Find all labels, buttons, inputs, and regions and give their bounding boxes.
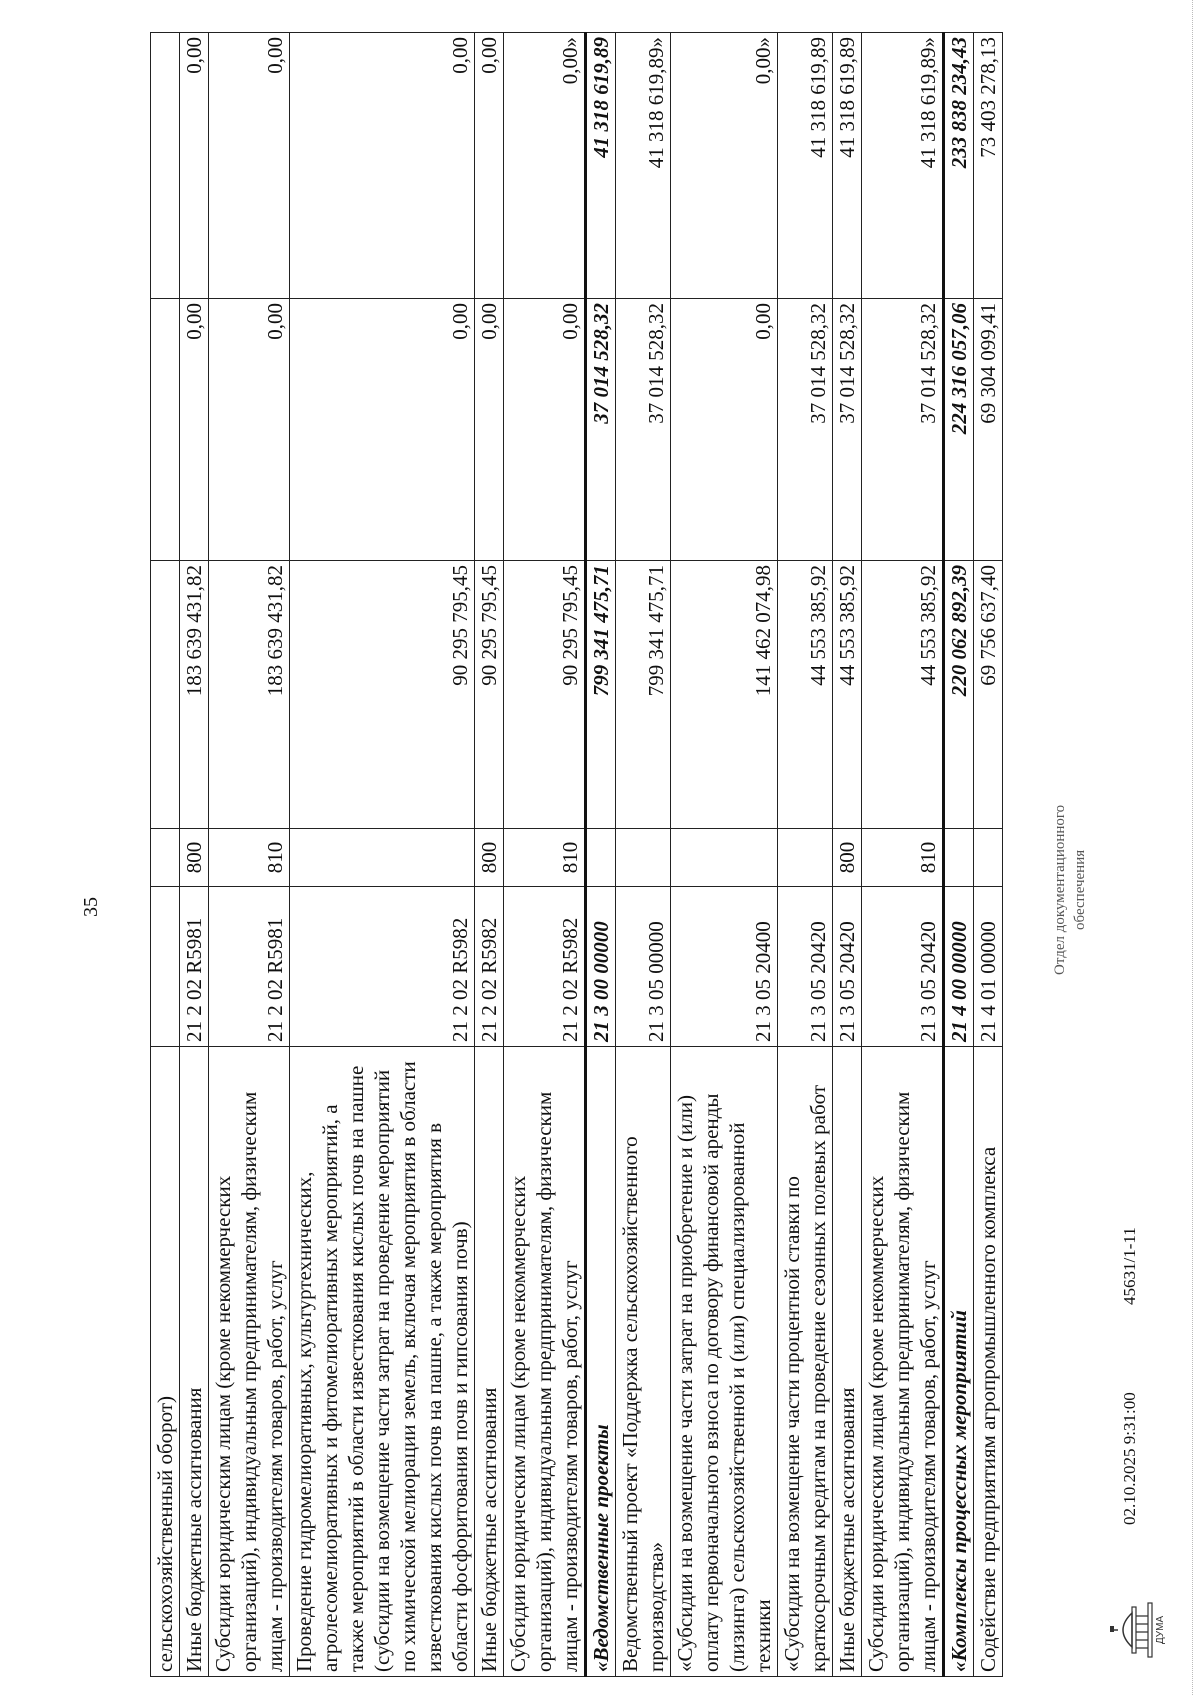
table-row [290, 33, 475, 1677]
cell-name: «Субсидии на возмещение части затрат на приобретение и (или) оплату первоначального взноса по договору финансовой аренды (лизинга) сельскохозяйственной и (или) специализированной техники [671, 1047, 778, 1677]
cell-v2: 69 304 099,41 [974, 299, 1003, 561]
cell-v2: 37 014 528,32 [862, 299, 944, 561]
cell-vr [151, 829, 180, 887]
cell-v1: 44 553 385,92 [778, 561, 833, 829]
department-stamp [1050, 805, 1090, 975]
cell-v3: 41 318 619,89 [778, 33, 833, 299]
budget-table [150, 32, 1003, 1677]
cell-v3: 73 403 278,13 [974, 33, 1003, 299]
cell-v2: 224 316 057,06 [944, 299, 974, 561]
cell-vr: 810 [504, 829, 586, 887]
cell-v2 [151, 299, 180, 561]
cell-name: Иные бюджетные ассигнования [475, 1047, 504, 1677]
cell-vr [671, 829, 778, 887]
cell-code: 21 3 05 20400 [671, 887, 778, 1047]
cell-name: «Комплексы процессных мероприятий [944, 1047, 974, 1677]
cell-code: 21 4 00 00000 [944, 887, 974, 1047]
cell-v1: 90 295 795,45 [504, 561, 586, 829]
cell-code: 21 2 02 R5982 [290, 887, 475, 1047]
cell-v2: 0,00 [290, 299, 475, 561]
cell-name: «Субсидии на возмещение части процентной ставки по краткосрочным кредитам на проведение сезонных полевых работ [778, 1047, 833, 1677]
table-row [833, 33, 862, 1677]
cell-v2: 0,00 [671, 299, 778, 561]
cell-name: Ведомственный проект «Поддержка сельскохозяйственного производства» [616, 1047, 671, 1677]
cell-code: 21 2 02 R5981 [180, 887, 209, 1047]
cell-v2: 0,00 [180, 299, 209, 561]
table-row [616, 33, 671, 1677]
cell-code: 21 3 05 20420 [862, 887, 944, 1047]
cell-code: 21 2 02 R5981 [209, 887, 290, 1047]
cell-vr: 810 [862, 829, 944, 887]
cell-name: Субсидии юридическим лицам (кроме некоммерческих организаций), индивидуальным предпринимателям, физическим лицам - производителям товаров, работ, услуг [209, 1047, 290, 1677]
table-body [151, 33, 1003, 1677]
cell-v3: 41 318 619,89» [862, 33, 944, 299]
cell-v2: 37 014 528,32 [778, 299, 833, 561]
cell-vr: 800 [475, 829, 504, 887]
table-row [475, 33, 504, 1677]
cell-vr [290, 829, 475, 887]
cell-vr [616, 829, 671, 887]
cell-name: Субсидии юридическим лицам (кроме некоммерческих организаций), индивидуальным предпринимателям, физическим лицам - производителям товаров, работ, услуг [862, 1047, 944, 1677]
table-row [180, 33, 209, 1677]
cell-v1: 141 462 074,98 [671, 561, 778, 829]
cell-code: 21 2 02 R5982 [504, 887, 586, 1047]
cell-vr: 800 [180, 829, 209, 887]
table-row [778, 33, 833, 1677]
duma-building-icon [1108, 1595, 1166, 1665]
cell-v1: 44 553 385,92 [833, 561, 862, 829]
cell-v3: 0,00 [209, 33, 290, 299]
cell-v2: 0,00 [504, 299, 586, 561]
cell-v2: 37 014 528,32 [833, 299, 862, 561]
cell-name: Субсидии юридическим лицам (кроме некоммерческих организаций), индивидуальным предпринимателям, физическим лицам - производителям товаров, работ, услуг [504, 1047, 586, 1677]
cell-code: 21 2 02 R5982 [475, 887, 504, 1047]
table-row [671, 33, 778, 1677]
cell-v3: 0,00» [671, 33, 778, 299]
table-row [974, 33, 1003, 1677]
cell-vr [778, 829, 833, 887]
cell-v1: 183 639 431,82 [209, 561, 290, 829]
cell-v2: 0,00 [209, 299, 290, 561]
cell-v3: 0,00 [475, 33, 504, 299]
cell-name: «Ведомственные проекты [586, 1047, 616, 1677]
cell-code [151, 887, 180, 1047]
cell-code: 21 3 05 20420 [833, 887, 862, 1047]
table-row [586, 33, 616, 1677]
stamp-line-2: обеспечения [1072, 849, 1088, 930]
table-row [209, 33, 290, 1677]
cell-v3: 0,00 [180, 33, 209, 299]
page-number: 35 [80, 897, 102, 917]
cell-v3 [151, 33, 180, 299]
cell-v3: 41 318 619,89 [833, 33, 862, 299]
cell-v2: 0,00 [475, 299, 504, 561]
cell-name: Иные бюджетные ассигнования [180, 1047, 209, 1677]
cell-name: Содействие предприятиям агропромышленного комплекса [974, 1047, 1003, 1677]
cell-code: 21 4 01 00000 [974, 887, 1003, 1047]
cell-v3: 41 318 619,89» [616, 33, 671, 299]
cell-v1: 220 062 892,39 [944, 561, 974, 829]
cell-v2: 37 014 528,32 [586, 299, 616, 561]
cell-v1 [151, 561, 180, 829]
cell-vr: 810 [209, 829, 290, 887]
logo-text: ДУМА [1155, 1615, 1166, 1645]
cell-v3: 0,00 [290, 33, 475, 299]
duma-logo [1108, 1595, 1171, 1665]
cell-v1: 90 295 795,45 [475, 561, 504, 829]
cell-v1: 799 341 475,71 [616, 561, 671, 829]
table-row [504, 33, 586, 1677]
table-row [862, 33, 944, 1677]
footer-doc-id: 45631/1-11 [1120, 1227, 1139, 1305]
stamp-line-1: Отдел документационного [1052, 804, 1068, 975]
cell-name: Иные бюджетные ассигнования [833, 1047, 862, 1677]
cell-vr [586, 829, 616, 887]
cell-v2: 37 014 528,32 [616, 299, 671, 561]
cell-name: Проведение гидромелиоративных, культуртехнических, агролесомелиоративных и фитомелиоративных мероприятий, а также мероприятий в области известкования кислых почв на пашне (субсидии на возмещение части затрат на проведение мероприятий по химической мелиорации земель, включая мероприятия в области известкования кислых почв на пашне, а также мероприятия в области фосфоритования почв и гипсования почв) [290, 1047, 475, 1677]
cell-code: 21 3 05 20420 [778, 887, 833, 1047]
scan-edge-line [1192, 0, 1193, 1695]
table-row [151, 33, 180, 1677]
cell-v1: 183 639 431,82 [180, 561, 209, 829]
cell-vr [974, 829, 1003, 887]
cell-v1: 799 341 475,71 [586, 561, 616, 829]
cell-vr [944, 829, 974, 887]
cell-v3: 0,00» [504, 33, 586, 299]
cell-code: 21 3 05 00000 [616, 887, 671, 1047]
cell-name: сельскохозяйственный оборот) [151, 1047, 180, 1677]
cell-v3: 41 318 619,89 [586, 33, 616, 299]
cell-vr: 800 [833, 829, 862, 887]
cell-v1: 90 295 795,45 [290, 561, 475, 829]
cell-v1: 44 553 385,92 [862, 561, 944, 829]
cell-v1: 69 756 637,40 [974, 561, 1003, 829]
cell-v3: 233 838 234,43 [944, 33, 974, 299]
cell-code: 21 3 00 00000 [586, 887, 616, 1047]
footer-datetime: 02.10.2025 9:31:00 [1120, 1392, 1139, 1525]
table-row [944, 33, 974, 1677]
